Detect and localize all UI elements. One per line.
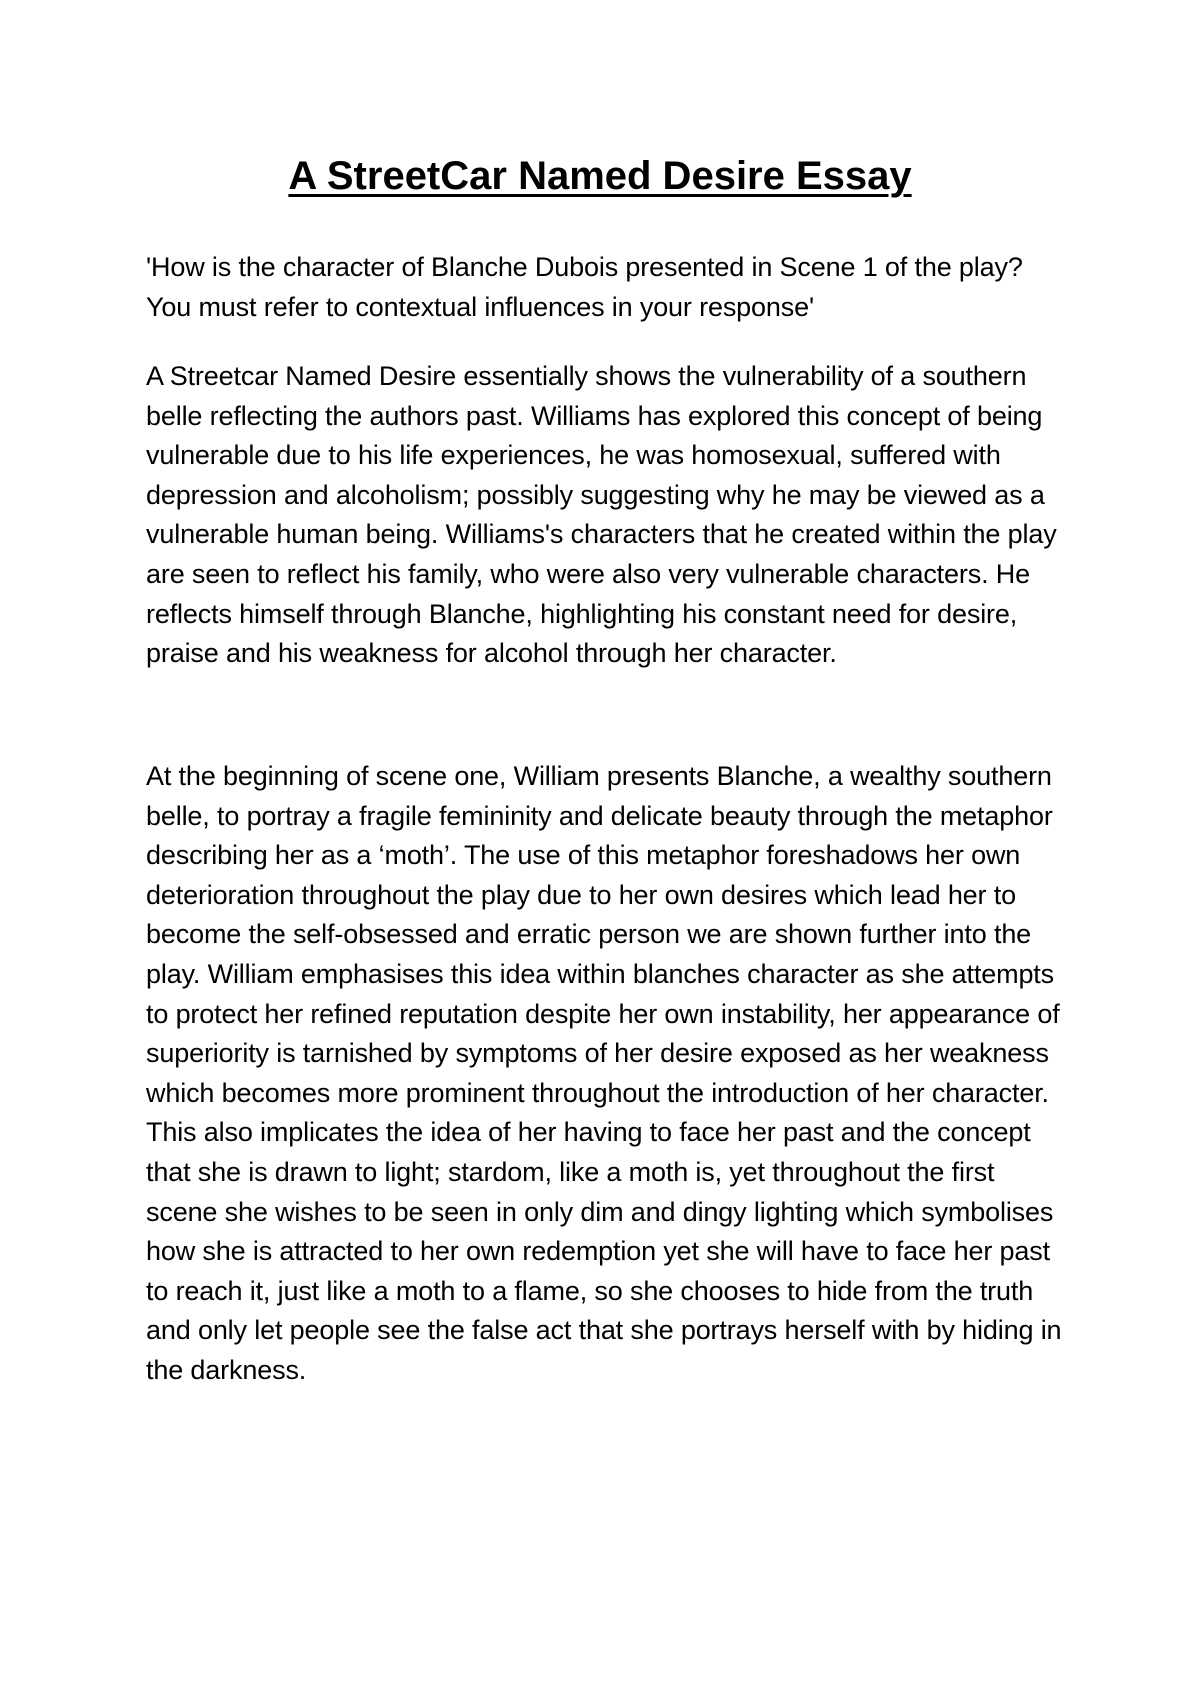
paragraph-scene-one-analysis: At the beginning of scene one, William presents Blanche, a wealthy southern belle, to portray a fragile femininity and delicate beauty through the metaphor describing her as a ‘moth’. The use of this metaphor foreshadows her own deterioration throughout the play due to her own desires which lead her to become the self-obsessed and erratic person we are shown further into the play. William emphasises this idea within blanches character as she attempts to protect her refined reputation despite her own instability, her appearance of superiority is tarnished by symptoms of her desire exposed as her weakness which becomes more prominent throughout the introduction of her character. This also implicates the idea of her having to face her past and the concept that she is drawn to light; stardom, like a moth is, yet throughout the first scene she wishes to be seen in only dim and dingy lighting which symbolises how she is attracted to her own redemption yet she will have to face her past to reach it, just like a moth to a flame, so she chooses to hide from the truth and only let people see the false act that she portrays herself with by hiding in the darkness. [146, 761, 1062, 1385]
essay-question: 'How is the character of Blanche Dubois presented in Scene 1 of the play? You must refer to contextual influences in your response' [146, 252, 1023, 322]
paragraph-introduction: A Streetcar Named Desire essentially shows the vulnerability of a southern belle reflecting the authors past. Williams has explored this concept of being vulnerable due to his life experiences, he was homosexual, suffered with depression and alcoholism; possibly suggesting why he may be viewed as a vulnerable human being. Williams's characters that he created within the play are seen to reflect his family, who were also very vulnerable characters. He reflects himself through Blanche, highlighting his constant need for desire, praise and his weakness for alcohol through her character. [146, 361, 1057, 669]
essay-title: A StreetCar Named Desire Essay [288, 154, 912, 198]
